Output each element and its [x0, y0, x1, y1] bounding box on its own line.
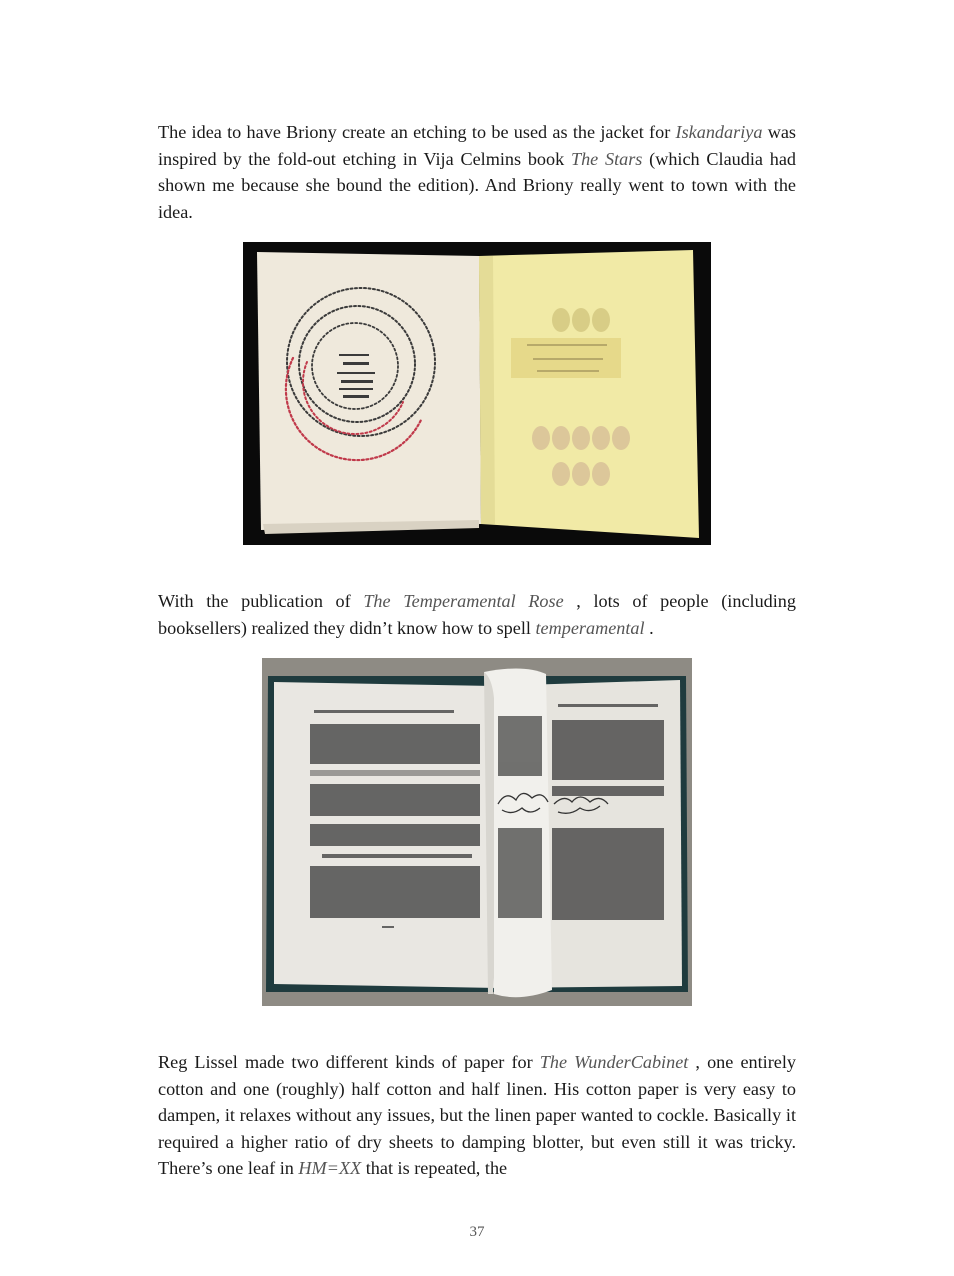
open-book-photo [262, 658, 692, 1006]
paragraph-etching-jacket: The idea to have Briony create an etching to be used as the jacket for Iskandariya was inspired by the fold-out etching in Vija Celmins book The Stars (which Claudia had shown me because she bound the edition). And Briony really went to town with the idea. [158, 122, 796, 222]
paragraph-wundercabinet-paper: Reg Lissel made two different kinds of paper for The WunderCabinet , one entirely cotton and one (roughly) half cotton and half linen. His cotton paper is very easy to dampen, it relaxes without any issues, but the linen paper wanted to cockle. Basically it required a higher ratio of dry sheets to damping blotter, but even still it was tricky. There’s one leaf in HM=XX that is repeated, the [158, 1052, 796, 1178]
paragraph-temperamental-rose: With the publication of The Temperamental Rose , lots of people (including booksellers) realized they didn’t know how to spell temperamental . [158, 591, 796, 638]
book-etching-photo [243, 242, 711, 545]
page-number: 37 [469, 1224, 485, 1240]
